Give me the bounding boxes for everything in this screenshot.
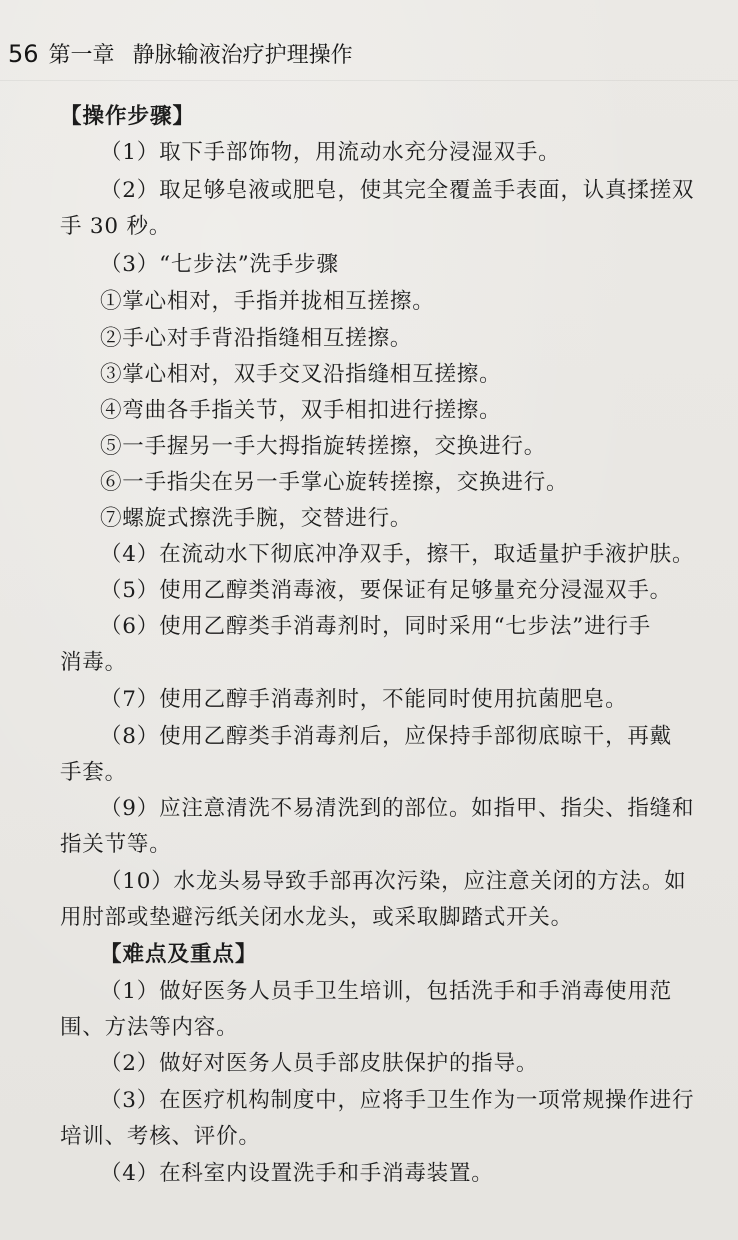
paragraph-line: （2）取足够皂液或肥皂，使其完全覆盖手表面，认真揉搓双: [100, 178, 695, 203]
paragraph-line: （7）使用乙醇手消毒剂时，不能同时使用抗菌肥皂。: [100, 687, 628, 712]
paragraph-line: （1）取下手部饰物，用流动水充分浸湿双手。: [100, 140, 561, 165]
paragraph-line: 用肘部或垫避污纸关闭水龙头，或采取脚踏式开关。: [60, 905, 573, 930]
paragraph-line: ③掌心相对，双手交叉沿指缝相互搓擦。: [100, 362, 502, 387]
paragraph-line: ⑦螺旋式擦洗手腕，交替进行。: [100, 506, 413, 531]
paragraph-line: 手 30 秒。: [60, 214, 172, 239]
paragraph-line: （3）在医疗机构制度中，应将手卫生作为一项常规操作进行: [100, 1088, 695, 1113]
paragraph-line: ②手心对手背沿指缝相互搓擦。: [100, 326, 413, 351]
chapter-label: 第一章: [48, 43, 115, 68]
paragraph-line: ①掌心相对，手指并拢相互搓擦。: [100, 289, 435, 314]
paragraph-line: ④弯曲各手指关节，双手相扣进行搓擦。: [100, 398, 502, 423]
section-title-steps: 【操作步骤】: [60, 104, 196, 129]
paragraph-line: 消毒。: [60, 650, 127, 675]
paragraph-line: （9）应注意清洗不易清洗到的部位。如指甲、指尖、指缝和: [100, 796, 695, 821]
paragraph-line: （2）做好对医务人员手部皮肤保护的指导。: [100, 1051, 539, 1076]
paragraph-line: （6）使用乙醇类手消毒剂时，同时采用“七步法”进行手: [100, 614, 651, 639]
header-divider: [0, 80, 738, 81]
page-number: 56: [8, 40, 39, 68]
paragraph-line: 指关节等。: [60, 832, 172, 857]
paragraph-line: （1）做好医务人员手卫生培训，包括洗手和手消毒使用范: [100, 979, 672, 1004]
paragraph-line: 培训、考核、评价。: [60, 1124, 261, 1149]
running-header: [8, 38, 353, 69]
paragraph-line: 手套。: [60, 760, 127, 785]
paragraph-line: （3）“七步法”洗手步骤: [100, 252, 339, 277]
paragraph-line: （10）水龙头易导致手部再次污染，应注意关闭的方法。如: [100, 869, 687, 894]
paragraph-line: ⑤一手握另一手大拇指旋转搓擦，交换进行。: [100, 434, 547, 459]
section-title-key-points: 【难点及重点】: [100, 942, 258, 967]
paragraph-line: ⑥一手指尖在另一手掌心旋转搓擦，交换进行。: [100, 470, 569, 495]
paragraph-line: 围、方法等内容。: [60, 1015, 239, 1040]
chapter-title: 静脉输液治疗护理操作: [132, 43, 353, 68]
paragraph-line: （8）使用乙醇类手消毒剂后，应保持手部彻底晾干，再戴: [100, 724, 672, 749]
paragraph-line: （4）在流动水下彻底冲净双手，擦干，取适量护手液护肤。: [100, 542, 695, 567]
paragraph-line: （5）使用乙醇类消毒液，要保证有足够量充分浸湿双手。: [100, 578, 672, 603]
paragraph-line: （4）在科室内设置洗手和手消毒装置。: [100, 1161, 494, 1186]
